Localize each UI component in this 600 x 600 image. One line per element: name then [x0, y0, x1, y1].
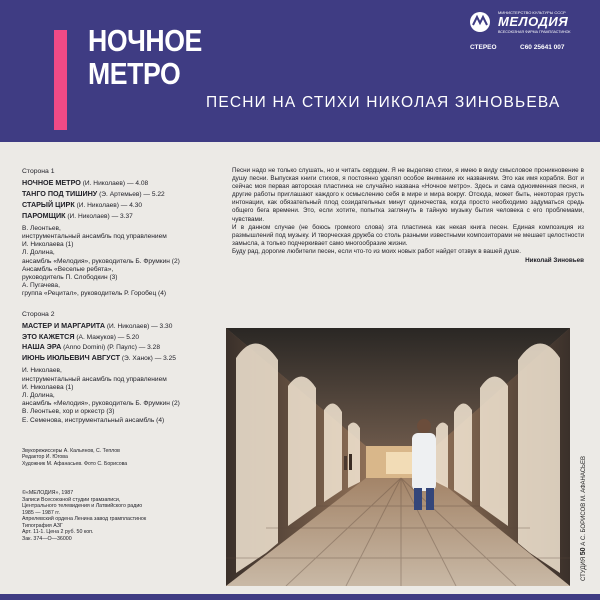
track-credit: (И. Николаев) — 3.30	[105, 322, 173, 330]
performer-line: Е. Семенова, инструментальный ансамбль (4)	[22, 416, 165, 424]
performer-line: ансамбль «Мелодия», руководитель Б. Фрумкин (2)	[22, 400, 180, 408]
strip-names: С. БОРИСОВ М. АФАНАСЬЕВ	[581, 456, 587, 541]
production-credits	[22, 448, 217, 467]
performer-line: И. Николаева (1)	[22, 383, 74, 391]
track-title: СТАРЫЙ ЦИРК	[22, 199, 75, 209]
performer-line: И. Николаев,	[22, 367, 62, 375]
track-title: НАША ЭРА	[22, 342, 62, 352]
track-row	[22, 343, 217, 352]
tracklist	[22, 168, 217, 425]
track-credit: (Э. Ханок) — 3.25	[119, 355, 176, 363]
liner-paragraph: Песни надо не только слушать, но и читать сердцем. Я не выделяю стихи, я имею в виду смысловое проникновение в душу песни. Выпуская книги стихов, я постоянно уделял особое внимание их названиям. Это как имя корабля. Вот и сейчас моя первая авторская пластинка не случайно названа «Ночное метро». Здесь и сама одноименная песня, и другие работы приглашают каждого к осмыслению себя в мире и мира вокруг. Отсюда, может быть, некоторая грусть интонации, как обязательный плод созидательных минут одиночества, когда просто необходимо задуматься средь общего бега времени. Это, если хотите, попытка заглянуть в тайную музыку бытия человека с его проблемами, чувствами.	[232, 167, 584, 223]
track-credit: (А. Мажуков) — 5.20	[74, 333, 140, 341]
publisher-line: ©«МЕЛОДИЯ», 1987	[22, 490, 74, 496]
side-1-performers	[22, 225, 217, 299]
logo-subtext: ВСЕСОЮЗНАЯ ФИРМА ГРАМПЛАСТИНОК	[498, 30, 571, 34]
track-credit: (Anno Domini) (Р. Паулс) — 3.28	[61, 344, 160, 352]
track-row	[22, 322, 217, 331]
track-credit: (И. Николаев) — 4.08	[80, 180, 149, 188]
publisher-line: 1985 — 1987 гг.	[22, 509, 60, 516]
performer-line: И. Николаева (1)	[22, 241, 74, 249]
track-title: МАСТЕР И МАРГАРИТА	[22, 320, 106, 330]
album-title	[88, 24, 202, 90]
metro-station-photo	[226, 328, 570, 586]
logo-name: МЕЛОДИЯ	[498, 14, 569, 29]
track-title: ИЮНЬ ИЮЛЬЕВИЧ АВГУСТ	[22, 353, 120, 363]
performer-line: руководитель П. Слободкин (3)	[22, 274, 118, 282]
track-row	[22, 333, 217, 342]
publisher-line: Типография АЗГ	[22, 522, 63, 529]
track-row	[22, 212, 217, 221]
studio-number: 50	[580, 547, 587, 556]
track-title: ЭТО КАЖЕТСЯ	[22, 331, 75, 341]
title-line-1: НОЧНОЕ	[88, 23, 202, 58]
catalog-number: С60 25641 007	[520, 44, 565, 51]
performer-line: Ансамбль «Веселые ребята»,	[22, 265, 114, 273]
track-title: НОЧНОЕ МЕТРО	[22, 178, 81, 188]
credit-line: Художник М. Афанасьев. Фото С. Борисова	[22, 460, 128, 467]
credit-line: Звукорежиссеры А. Кальянов, С. Теплов	[22, 448, 120, 454]
title-line-2: МЕТРО	[88, 56, 181, 91]
side-2-tracks	[22, 322, 217, 364]
publisher-line: Арт. 11-1. Цена 2 руб. 50 коп.	[22, 529, 94, 535]
track-row	[22, 201, 217, 210]
track-credit: (Э. Артемьев) — 5.22	[97, 191, 165, 198]
metro-hall-image	[226, 328, 570, 586]
logo-ministry-text: МИНИСТЕРСТВО КУЛЬТУРЫ СССР	[498, 10, 566, 15]
performer-line: Л. Долина,	[22, 392, 55, 400]
publisher-line: Зак. 374—О—36000	[22, 535, 72, 542]
side-1-tracks	[22, 179, 217, 221]
bottom-band	[0, 594, 600, 600]
performer-line: ансамбль «Мелодия», руководитель Б. Фрумкин (2)	[22, 257, 180, 265]
studio-label: СТУДИЯ	[581, 556, 587, 581]
performer-line: Л. Долина,	[22, 249, 55, 257]
performer-line: В. Леонтьев,	[22, 224, 61, 232]
performer-line: инструментальный ансамбль под управлением	[22, 375, 167, 383]
track-row	[22, 354, 217, 363]
credit-line: Редактор И. Югова	[22, 454, 68, 461]
liner-paragraph: И в данном случае (не боюсь громкого слова) эта пластинка как некая книга песен. Единая композиция из размышлений под музыку. И творческая дружба со столь разными известными композиторами не мешает целостности замысла, а только подчеркивает само многообразие жизни.	[232, 223, 584, 247]
album-subtitle: ПЕСНИ НА СТИХИ НИКОЛАЯ ЗИНОВЬЕВА	[206, 94, 561, 111]
stereo-label: СТЕРЕО	[470, 44, 497, 51]
studio-letter: А	[581, 541, 587, 546]
track-credit: (И. Николаев) — 4.30	[74, 201, 143, 209]
publisher-line: Записи Всесоюзной студии грамзаписи,	[22, 496, 121, 503]
track-title: ТАНГО ПОД ТИШИНУ	[22, 189, 98, 198]
publisher-line: Апрелевский ордена Ленина завод грампластинок	[22, 516, 147, 522]
track-row	[22, 190, 217, 199]
melodiya-logo-icon	[468, 10, 496, 34]
liner-notes	[232, 167, 584, 265]
performer-line: А. Пугачева,	[22, 282, 60, 290]
track-credit: (И. Николаев) — 3.37	[65, 212, 133, 220]
performer-line: В. Леонтьев, хор и оркестр (3)	[22, 408, 115, 416]
track-row	[22, 179, 217, 188]
side-1-heading: Сторона 1	[22, 168, 55, 175]
publisher-line: Центрального телевидения и Латвийского радио	[22, 503, 143, 509]
side-2-heading: Сторона 2	[22, 310, 55, 318]
performer-line: группа «Рецитал», руководитель Р. Горобец (4)	[22, 290, 167, 298]
liner-paragraph: Буду рад, дорогие любители песен, если что-то из моих новых работ найдет отзвук в вашей душе.	[232, 247, 522, 255]
liner-author: Николай Зиновьев	[525, 257, 584, 265]
side-strip-text	[580, 456, 587, 581]
accent-bar	[54, 30, 67, 130]
performer-line: инструментальный ансамбль под управлением	[22, 233, 167, 240]
publisher-info	[22, 490, 217, 542]
track-title: ПАРОМЩИК	[22, 210, 66, 220]
side-2-performers	[22, 367, 217, 424]
